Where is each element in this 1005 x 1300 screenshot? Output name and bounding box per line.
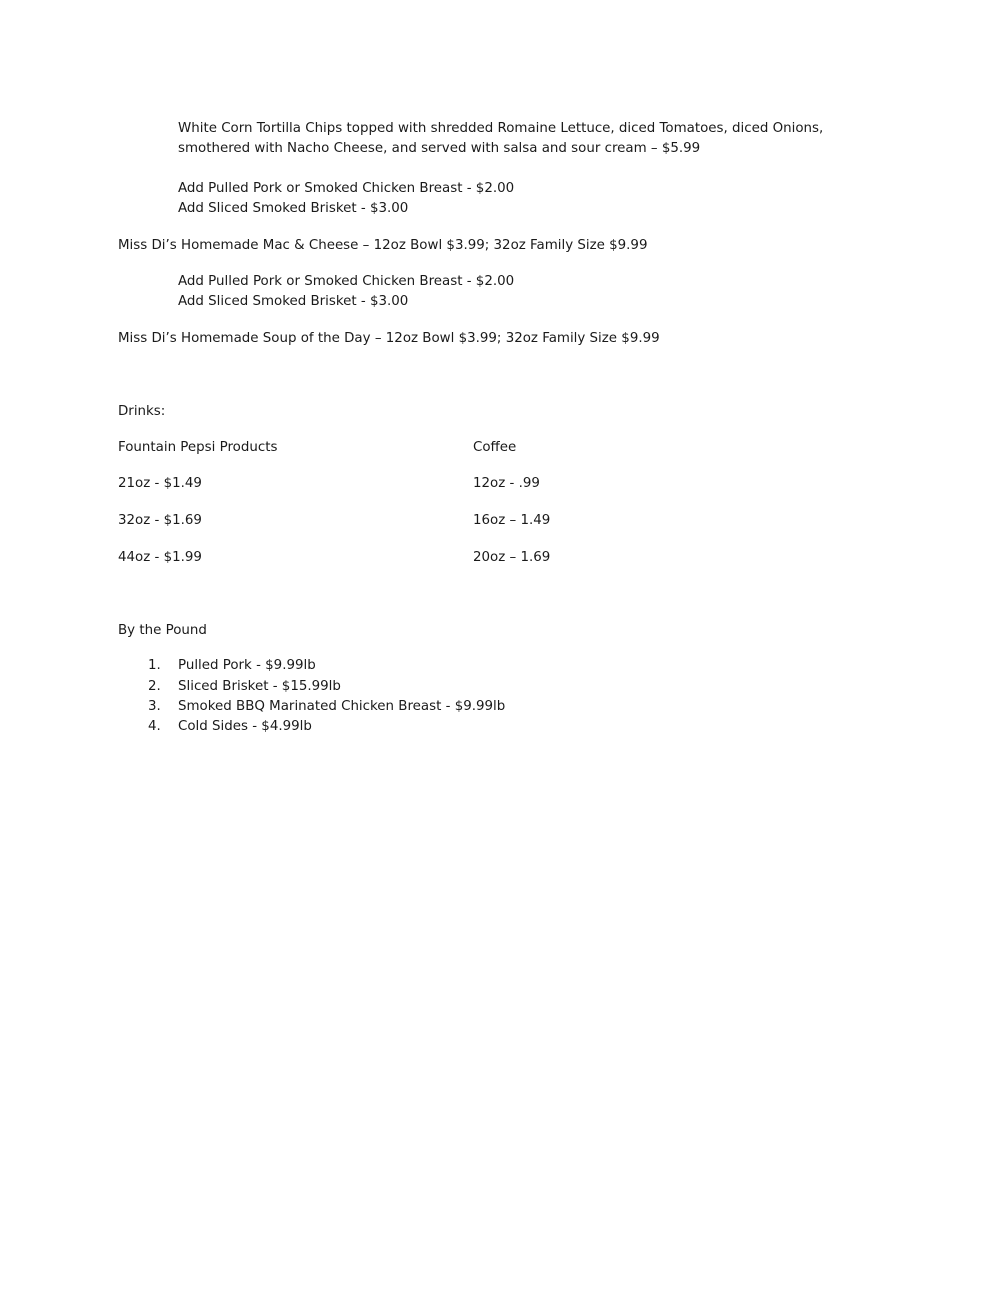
fountain-title: Fountain Pepsi Products xyxy=(118,440,278,455)
nachos-description-line2: smothered with Nacho Cheese, and served with salsa and sour cream – $5.99 xyxy=(178,141,701,156)
nachos-addon-brisket: Add Sliced Smoked Brisket - $3.00 xyxy=(178,201,409,216)
list-item-text: Smoked BBQ Marinated Chicken Breast - $9.99lb xyxy=(178,699,506,714)
fountain-size-1: 21oz - $1.49 xyxy=(118,476,202,491)
mac-cheese-addon-brisket: Add Sliced Smoked Brisket - $3.00 xyxy=(178,294,409,309)
coffee-size-2: 16oz – 1.49 xyxy=(473,513,551,528)
coffee-size-3: 20oz – 1.69 xyxy=(473,550,551,565)
list-item xyxy=(0,677,900,697)
fountain-size-3: 44oz - $1.99 xyxy=(118,550,202,565)
coffee-size-1: 12oz - .99 xyxy=(473,476,540,491)
nachos-description-line1: White Corn Tortilla Chips topped with shredded Romaine Lettuce, diced Tomatoes, diced Onions, xyxy=(178,121,824,136)
list-item xyxy=(0,656,900,676)
by-the-pound-heading: By the Pound xyxy=(118,623,207,638)
list-item-number: 2. xyxy=(148,679,161,694)
list-item xyxy=(0,697,900,717)
list-item-text: Pulled Pork - $9.99lb xyxy=(178,658,316,673)
list-item-number: 4. xyxy=(148,719,161,734)
soup-title: Miss Di’s Homemade Soup of the Day – 12oz Bowl $3.99; 32oz Family Size $9.99 xyxy=(118,331,660,346)
coffee-title: Coffee xyxy=(473,440,517,455)
list-item-text: Cold Sides - $4.99lb xyxy=(178,719,312,734)
fountain-size-2: 32oz - $1.69 xyxy=(118,513,202,528)
list-item xyxy=(0,717,900,737)
mac-cheese-title: Miss Di’s Homemade Mac & Cheese – 12oz Bowl $3.99; 32oz Family Size $9.99 xyxy=(118,238,648,253)
list-item-number: 3. xyxy=(148,699,161,714)
list-item-text: Sliced Brisket - $15.99lb xyxy=(178,679,341,694)
drinks-heading: Drinks: xyxy=(118,404,166,419)
nachos-addon-pork-chicken: Add Pulled Pork or Smoked Chicken Breast - $2.00 xyxy=(178,181,515,196)
list-item-number: 1. xyxy=(148,658,161,673)
mac-cheese-addon-pork-chicken: Add Pulled Pork or Smoked Chicken Breast - $2.00 xyxy=(178,274,515,289)
